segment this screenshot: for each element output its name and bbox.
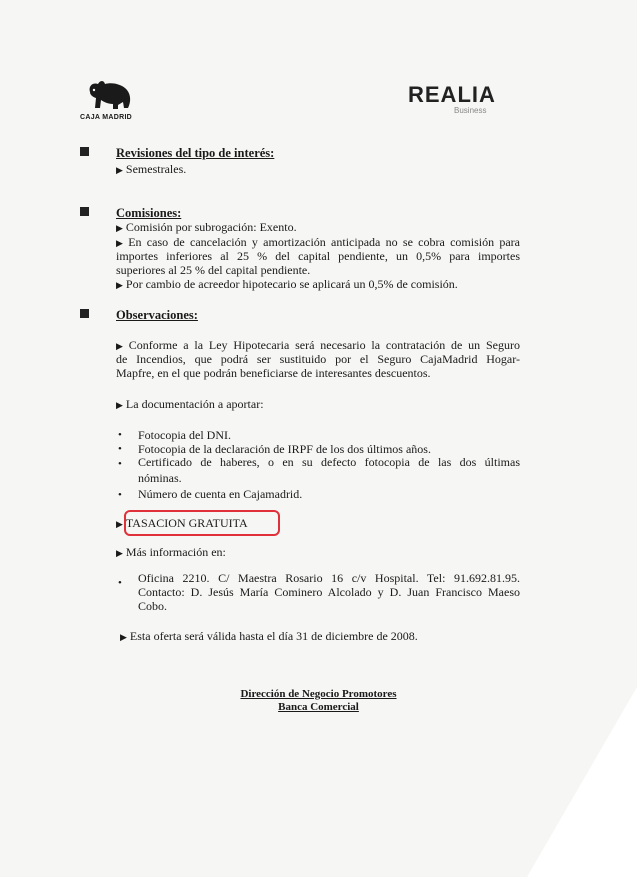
dot-bullet-icon: • xyxy=(118,429,122,441)
comisiones-item-2-line-1: ▶ En caso de cancelación y amortización anticipada no se cobra comisión para xyxy=(116,235,521,249)
arrow-bullet-icon: ▶ xyxy=(116,400,123,410)
revisiones-item: ▶ Semestrales. xyxy=(116,162,187,176)
arrow-bullet-icon: ▶ xyxy=(116,280,123,290)
realia-subtext: Business xyxy=(454,106,487,115)
office-line-3: Cobo. xyxy=(138,599,168,613)
tasacion-line: ▶ TASACION GRATUITA xyxy=(116,516,248,530)
arrow-bullet-icon: ▶ xyxy=(120,632,127,642)
caja-madrid-logo xyxy=(80,78,140,128)
comisiones-item-3: ▶ Por cambio de acreedor hipotecario se aplicará un 0,5% de comisión. xyxy=(116,277,458,291)
comisiones-item-1: ▶ Comisión por subrogación: Exento. xyxy=(116,220,297,234)
footer-line-1: Dirección de Negocio Promotores xyxy=(240,688,397,700)
caja-madrid-text: CAJA MADRID xyxy=(80,114,133,121)
doc-item-3-line-2: nóminas. xyxy=(138,471,182,485)
comisiones-item-2-line-3: superiores al 25 % del capital pendiente. xyxy=(116,263,311,277)
validity-line: ▶ Esta oferta será válida hasta el día 31 de diciembre de 2008. xyxy=(120,629,418,643)
bear-icon xyxy=(84,78,134,112)
square-bullet-icon xyxy=(80,309,89,318)
arrow-bullet-icon: ▶ xyxy=(116,238,126,248)
section-observaciones xyxy=(80,308,550,643)
arrow-bullet-icon: ▶ xyxy=(116,223,123,233)
arrow-bullet-icon: ▶ xyxy=(116,341,126,351)
realia-text: REALIA xyxy=(408,82,496,107)
tasacion-highlight-box xyxy=(124,510,280,536)
comisiones-item-2-line-2: importes inferiores al 25 % del capital pendiente, un 0,5% para importes xyxy=(116,249,520,263)
doc-item-1: Fotocopia del DNI. xyxy=(138,428,231,442)
observaciones-p1-line-1: ▶ Conforme a la Ley Hipotecaria será necesario la contratación de un Seguro xyxy=(116,338,520,352)
arrow-bullet-icon: ▶ xyxy=(116,519,123,529)
arrow-bullet-icon: ▶ xyxy=(116,165,123,175)
observaciones-p1-line-3: Mapfre, en el que podrán beneficiarse de interesantes descuentos. xyxy=(116,366,431,380)
square-bullet-icon xyxy=(80,147,89,156)
dot-bullet-icon: • xyxy=(118,577,122,589)
doc-item-3-line-1: Certificado de haberes, o en su defecto fotocopia de las dos últimas xyxy=(138,455,520,469)
documentacion-intro: ▶ La documentación a aportar: xyxy=(116,397,264,411)
square-bullet-icon xyxy=(80,207,89,216)
observaciones-p1-line-2: de Incendios, que podrá ser sustituido por el Seguro CajaMadrid Hogar- xyxy=(116,352,520,366)
dot-bullet-icon: • xyxy=(118,443,122,455)
footer-line-2: Banca Comercial xyxy=(278,701,359,713)
revisiones-heading: Revisiones del tipo de interés: xyxy=(116,146,275,160)
office-line-1: Oficina 2210. C/ Maestra Rosario 16 c/v Hospital. Tel: 91.692.81.95. xyxy=(138,571,520,585)
arrow-bullet-icon: ▶ xyxy=(116,548,123,558)
realia-logo xyxy=(408,82,528,122)
mas-info-line: ▶ Más información en: xyxy=(116,545,226,559)
observaciones-heading: Observaciones: xyxy=(116,308,198,322)
page-fold-corner xyxy=(527,687,637,877)
dot-bullet-icon: • xyxy=(118,458,122,470)
doc-item-2: Fotocopia de la declaración de IRPF de los dos últimos años. xyxy=(138,442,431,456)
doc-item-4: Número de cuenta en Cajamadrid. xyxy=(138,487,303,501)
dot-bullet-icon: • xyxy=(118,489,122,501)
comisiones-heading: Comisiones: xyxy=(116,206,182,220)
office-line-2: Contacto: D. Jesús María Cominero Alcolado y D. Juan Francisco Maeso xyxy=(138,585,520,599)
